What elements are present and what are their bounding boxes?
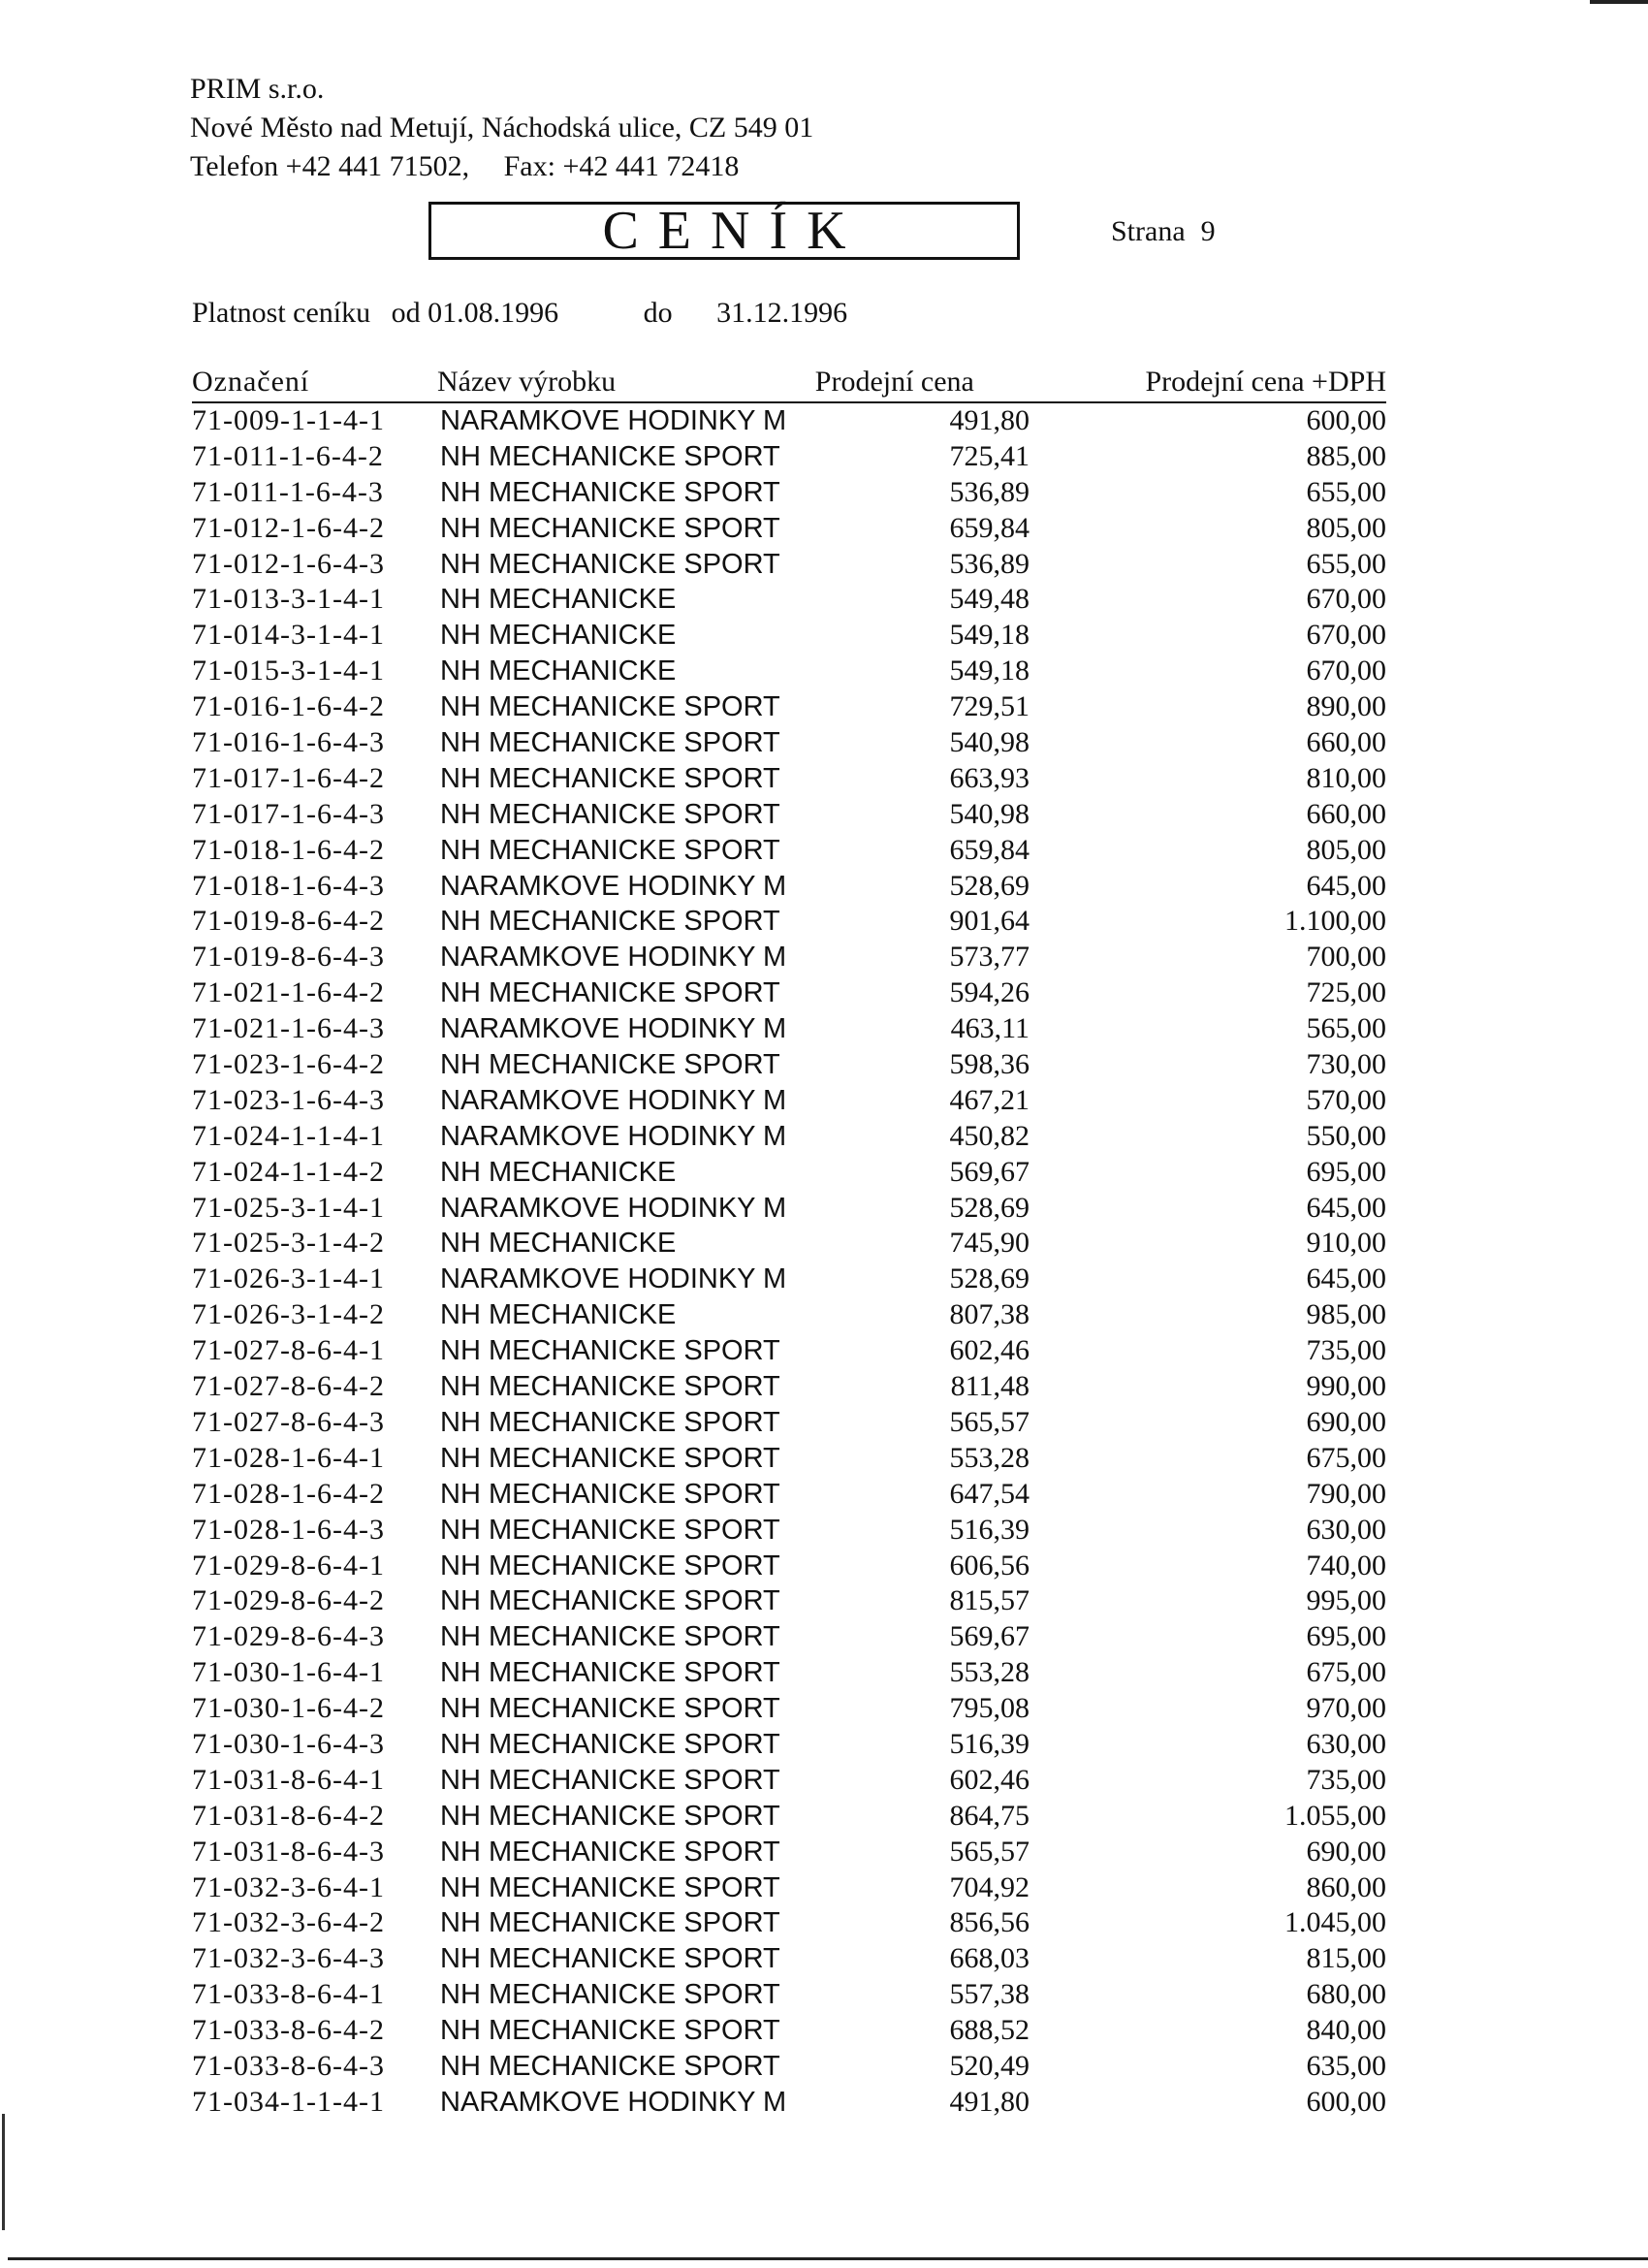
cell-code: 71-028-1-6-4-3 [192,1513,385,1546]
cell-price: 516,39 [949,1727,1030,1760]
cell-code: 71-012-1-6-4-2 [192,511,385,544]
cell-product-name: NH MECHANICKE SPORT [440,1371,780,1403]
cell-code: 71-032-3-6-4-1 [192,1870,385,1903]
table-header [192,363,1386,403]
cell-price: 901,64 [949,905,1030,938]
cell-product-name: NH MECHANICKE SPORT [440,1514,780,1546]
cell-code: 71-030-1-6-4-3 [192,1727,385,1760]
company-header [190,70,813,186]
cell-product-name: NARAMKOVE HODINKY M [440,1263,787,1295]
cell-price: 602,46 [949,1334,1030,1367]
column-header-price-vat: Prodejní cena +DPH [1145,366,1386,398]
cell-code: 71-025-3-1-4-2 [192,1227,385,1260]
table-row [192,1619,1386,1655]
cell-price: 491,80 [949,404,1030,436]
cell-price: 540,98 [949,726,1030,759]
cell-code: 71-011-1-6-4-2 [192,439,384,472]
cell-price: 864,75 [949,1799,1030,1832]
table-row [192,654,1386,689]
cell-price-vat: 550,00 [1306,1119,1386,1152]
cell-price-vat: 600,00 [1306,2085,1386,2118]
cell-price: 598,36 [949,1048,1030,1081]
cell-product-name: NH MECHANICKE SPORT [440,476,780,508]
cell-price: 815,57 [949,1584,1030,1617]
column-header-price: Prodejní cena [814,366,974,398]
page-label: Strana [1111,215,1186,247]
cell-product-name: NH MECHANICKE SPORT [440,512,780,544]
cell-product-name: NH MECHANICKE SPORT [440,1335,780,1367]
table-row [192,1941,1386,1977]
cell-price-vat: 635,00 [1306,2049,1386,2082]
cell-code: 71-012-1-6-4-3 [192,547,385,580]
cell-price: 553,28 [949,1656,1030,1689]
cell-code: 71-013-3-1-4-1 [192,583,385,616]
cell-code: 71-027-8-6-4-3 [192,1405,385,1438]
cell-code: 71-027-8-6-4-2 [192,1370,385,1403]
table-row [192,582,1386,618]
cell-product-name: NARAMKOVE HODINKY M [440,1120,787,1152]
cell-price: 569,67 [949,1620,1030,1653]
table-row [192,511,1386,547]
cell-price: 663,93 [949,761,1030,794]
column-header-product: Název výrobku [437,366,617,398]
cell-price: 536,89 [949,475,1030,508]
table-row [192,1262,1386,1297]
table-row [192,1297,1386,1333]
table-row [192,2013,1386,2049]
table-row [192,1977,1386,2013]
cell-price: 528,69 [949,1262,1030,1295]
cell-price: 704,92 [949,1870,1030,1903]
cell-code: 71-028-1-6-4-2 [192,1477,385,1510]
cell-price-vat: 695,00 [1306,1155,1386,1188]
cell-product-name: NARAMKOVE HODINKY M [440,405,787,436]
cell-price-vat: 805,00 [1306,511,1386,544]
cell-product-name: NH MECHANICKE SPORT [440,1979,780,2011]
cell-price-vat: 735,00 [1306,1334,1386,1367]
cell-price-vat: 630,00 [1306,1513,1386,1546]
cell-price: 856,56 [949,1906,1030,1939]
cell-price-vat: 660,00 [1306,726,1386,759]
cell-product-name: NARAMKOVE HODINKY M [440,2086,787,2118]
cell-product-name: NARAMKOVE HODINKY M [440,1084,787,1116]
cell-code: 71-024-1-1-4-2 [192,1155,385,1188]
cell-price: 491,80 [949,2085,1030,2118]
cell-product-name: NH MECHANICKE SPORT [440,1836,780,1868]
cell-price-vat: 860,00 [1306,1870,1386,1903]
cell-product-name: NH MECHANICKE SPORT [440,2015,780,2047]
cell-product-name: NH MECHANICKE [440,655,677,687]
cell-price: 528,69 [949,869,1030,902]
cell-price: 540,98 [949,797,1030,830]
table-row [192,1119,1386,1155]
cell-price: 659,84 [949,833,1030,866]
cell-code: 71-029-8-6-4-1 [192,1549,385,1581]
table-row [192,689,1386,725]
cell-price: 520,49 [949,2049,1030,2082]
cell-code: 71-032-3-6-4-3 [192,1942,385,1975]
cell-price-vat: 970,00 [1306,1692,1386,1725]
validity-line [192,297,847,330]
cell-code: 71-033-8-6-4-2 [192,2014,385,2047]
cell-product-name: NH MECHANICKE SPORT [440,1406,780,1438]
cell-code: 71-032-3-6-4-2 [192,1906,385,1939]
cell-product-name: NH MECHANICKE SPORT [440,1728,780,1760]
cell-price: 516,39 [949,1513,1030,1546]
cell-product-name: NH MECHANICKE SPORT [440,727,780,759]
table-row [192,1333,1386,1369]
cell-code: 71-028-1-6-4-1 [192,1441,385,1474]
cell-price-vat: 1.055,00 [1284,1799,1386,1832]
cell-price-vat: 735,00 [1306,1763,1386,1796]
cell-product-name: NH MECHANICKE SPORT [440,906,780,938]
cell-product-name: NH MECHANICKE SPORT [440,798,780,830]
cell-price: 668,03 [949,1942,1030,1975]
cell-price-vat: 600,00 [1306,404,1386,436]
cell-product-name: NARAMKOVE HODINKY M [440,870,787,902]
cell-price: 811,48 [950,1370,1030,1403]
cell-price-vat: 695,00 [1306,1620,1386,1653]
cell-price: 467,21 [949,1083,1030,1116]
cell-price-vat: 675,00 [1306,1656,1386,1689]
cell-product-name: NARAMKOVE HODINKY M [440,1192,787,1224]
cell-product-name: NH MECHANICKE SPORT [440,1621,780,1653]
cell-code: 71-030-1-6-4-1 [192,1656,385,1689]
cell-price-vat: 660,00 [1306,797,1386,830]
cell-price: 549,18 [949,619,1030,652]
cell-code: 71-034-1-1-4-1 [192,2085,385,2118]
table-row [192,1905,1386,1941]
column-header-code: Označení [192,366,310,398]
document-title: CENÍK [602,201,866,261]
cell-price-vat: 1.100,00 [1284,905,1386,938]
table-row [192,1691,1386,1727]
cell-price: 807,38 [949,1298,1030,1331]
cell-code: 71-025-3-1-4-1 [192,1191,385,1224]
cell-price: 688,52 [949,2014,1030,2047]
cell-code: 71-011-1-6-4-3 [192,475,384,508]
cell-price-vat: 670,00 [1306,619,1386,652]
cell-code: 71-033-8-6-4-1 [192,1978,385,2011]
cell-code: 71-033-8-6-4-3 [192,2049,385,2082]
table-row [192,725,1386,761]
cell-code: 71-017-1-6-4-3 [192,797,385,830]
cell-price-vat: 730,00 [1306,1048,1386,1081]
cell-price-vat: 645,00 [1306,1262,1386,1295]
table-row [192,1727,1386,1763]
table-row [192,869,1386,905]
cell-product-name: NH MECHANICKE SPORT [440,1871,780,1903]
cell-price: 528,69 [949,1191,1030,1224]
cell-code: 71-024-1-1-4-1 [192,1119,385,1152]
cell-code: 71-021-1-6-4-2 [192,976,385,1009]
cell-code: 71-023-1-6-4-2 [192,1048,385,1081]
table-row [192,1441,1386,1477]
cell-price-vat: 740,00 [1306,1549,1386,1581]
cell-code: 71-015-3-1-4-1 [192,655,385,687]
cell-product-name: NH MECHANICKE [440,1299,677,1331]
cell-code: 71-019-8-6-4-2 [192,905,385,938]
cell-price-vat: 645,00 [1306,1191,1386,1224]
cell-price-vat: 805,00 [1306,833,1386,866]
cell-price-vat: 690,00 [1306,1835,1386,1868]
cell-price-vat: 890,00 [1306,690,1386,723]
validity-from-label: od [391,297,421,329]
cell-code: 71-019-8-6-4-3 [192,941,385,974]
validity-from-date: 01.08.1996 [428,297,559,329]
cell-price-vat: 815,00 [1306,1942,1386,1975]
cell-product-name: NH MECHANICKE SPORT [440,1800,780,1832]
cell-price: 647,54 [949,1477,1030,1510]
table-row [192,2049,1386,2085]
table-row [192,975,1386,1011]
cell-price-vat: 630,00 [1306,1727,1386,1760]
table-row [192,1011,1386,1047]
cell-code: 71-026-3-1-4-2 [192,1298,385,1331]
cell-price-vat: 995,00 [1306,1584,1386,1617]
price-table [192,363,1386,2121]
table-row [192,618,1386,654]
table-row [192,1155,1386,1191]
company-contact [190,147,813,186]
cell-price-vat: 645,00 [1306,869,1386,902]
fax-number: Fax: +42 441 72418 [503,150,740,182]
cell-price: 557,38 [949,1978,1030,2011]
table-row [192,547,1386,583]
cell-product-name: NH MECHANICKE SPORT [440,1693,780,1725]
cell-product-name: NH MECHANICKE SPORT [440,834,780,866]
cell-price: 565,57 [949,1835,1030,1868]
cell-product-name: NH MECHANICKE SPORT [440,1943,780,1975]
cell-product-name: NH MECHANICKE SPORT [440,762,780,794]
title-box [428,202,1020,260]
phone-number: Telefon +42 441 71502, [190,150,470,182]
cell-price-vat: 675,00 [1306,1441,1386,1474]
cell-price-vat: 690,00 [1306,1405,1386,1438]
table-row [192,1513,1386,1549]
validity-to-date: 31.12.1996 [716,297,848,329]
cell-price: 549,18 [949,655,1030,687]
company-address: Nové Město nad Metují, Náchodská ulice, CZ 549 01 [190,112,814,144]
table-row [192,1870,1386,1906]
cell-price-vat: 810,00 [1306,761,1386,794]
cell-code: 71-021-1-6-4-3 [192,1012,385,1045]
validity-to-label: do [643,297,673,329]
cell-price: 594,26 [949,976,1030,1009]
cell-code: 71-016-1-6-4-3 [192,726,385,759]
table-row [192,1369,1386,1405]
table-row [192,1763,1386,1799]
table-row [192,403,1386,439]
cell-product-name: NH MECHANICKE SPORT [440,977,780,1009]
table-row [192,1191,1386,1227]
cell-price-vat: 990,00 [1306,1370,1386,1403]
cell-price-vat: 985,00 [1306,1298,1386,1331]
table-row [192,904,1386,940]
cell-price: 463,11 [950,1012,1030,1045]
table-row [192,439,1386,475]
cell-price: 565,57 [949,1405,1030,1438]
cell-price: 602,46 [949,1763,1030,1796]
cell-code: 71-029-8-6-4-2 [192,1584,385,1617]
cell-price-vat: 570,00 [1306,1083,1386,1116]
cell-price: 553,28 [949,1441,1030,1474]
cell-code: 71-027-8-6-4-1 [192,1334,385,1367]
table-row [192,1226,1386,1262]
cell-price-vat: 790,00 [1306,1477,1386,1510]
cell-product-name: NH MECHANICKE SPORT [440,1764,780,1796]
cell-price-vat: 680,00 [1306,1978,1386,2011]
cell-product-name: NARAMKOVE HODINKY M [440,942,787,974]
cell-product-name: NH MECHANICKE SPORT [440,1657,780,1689]
page-number: 9 [1200,215,1216,247]
cell-product-name: NH MECHANICKE SPORT [440,1549,780,1581]
table-body [192,403,1386,2121]
cell-price-vat: 655,00 [1306,475,1386,508]
cell-price-vat: 885,00 [1306,439,1386,472]
table-row [192,1799,1386,1835]
cell-price: 659,84 [949,511,1030,544]
cell-code: 71-031-8-6-4-2 [192,1799,385,1832]
table-row [192,1405,1386,1441]
cell-code: 71-030-1-6-4-2 [192,1692,385,1725]
cell-code: 71-023-1-6-4-3 [192,1083,385,1116]
cell-price: 573,77 [949,941,1030,974]
validity-label: Platnost ceníku [192,297,371,329]
cell-price: 450,82 [949,1119,1030,1152]
cell-code: 71-031-8-6-4-3 [192,1835,385,1868]
cell-price: 606,56 [949,1549,1030,1581]
table-row [192,1655,1386,1691]
cell-code: 71-009-1-1-4-1 [192,404,385,436]
cell-code: 71-031-8-6-4-1 [192,1763,385,1796]
cell-product-name: NH MECHANICKE SPORT [440,1907,780,1939]
cell-product-name: NH MECHANICKE [440,1156,677,1188]
scan-edge-mark [1590,0,1648,4]
cell-price-vat: 655,00 [1306,547,1386,580]
cell-code: 71-029-8-6-4-3 [192,1620,385,1653]
cell-price-vat: 1.045,00 [1284,1906,1386,1939]
cell-product-name: NH MECHANICKE SPORT [440,440,780,472]
cell-code: 71-014-3-1-4-1 [192,619,385,652]
cell-price: 536,89 [949,547,1030,580]
table-row [192,1083,1386,1119]
cell-product-name: NH MECHANICKE [440,620,677,652]
cell-product-name: NH MECHANICKE [440,584,677,616]
cell-code: 71-026-3-1-4-1 [192,1262,385,1295]
cell-code: 71-017-1-6-4-2 [192,761,385,794]
cell-code: 71-018-1-6-4-3 [192,869,385,902]
table-row [192,940,1386,975]
page-indicator [1111,215,1216,248]
cell-price-vat: 910,00 [1306,1227,1386,1260]
page-bottom-rule [8,2257,1648,2260]
table-row [192,1549,1386,1584]
table-row [192,1477,1386,1513]
cell-price-vat: 670,00 [1306,655,1386,687]
cell-product-name: NH MECHANICKE SPORT [440,1049,780,1081]
cell-price: 795,08 [949,1692,1030,1725]
cell-code: 71-016-1-6-4-2 [192,690,385,723]
table-row [192,2085,1386,2121]
table-row [192,1835,1386,1870]
cell-product-name: NH MECHANICKE SPORT [440,548,780,580]
cell-price: 549,48 [949,583,1030,616]
cell-price-vat: 670,00 [1306,583,1386,616]
cell-product-name: NH MECHANICKE [440,1228,677,1260]
table-row [192,475,1386,511]
cell-price-vat: 725,00 [1306,976,1386,1009]
cell-price-vat: 565,00 [1306,1012,1386,1045]
cell-product-name: NARAMKOVE HODINKY M [440,1013,787,1045]
table-row [192,833,1386,869]
table-row [192,761,1386,797]
cell-price: 729,51 [949,690,1030,723]
cell-price-vat: 700,00 [1306,941,1386,974]
cell-price-vat: 840,00 [1306,2014,1386,2047]
cell-product-name: NH MECHANICKE SPORT [440,1478,780,1510]
cell-price: 745,90 [949,1227,1030,1260]
cell-product-name: NH MECHANICKE SPORT [440,1442,780,1474]
cell-code: 71-018-1-6-4-2 [192,833,385,866]
cell-product-name: NH MECHANICKE SPORT [440,1585,780,1617]
company-name: PRIM s.r.o. [190,73,325,105]
table-row [192,1047,1386,1083]
cell-product-name: NH MECHANICKE SPORT [440,2050,780,2082]
table-row [192,797,1386,833]
cell-price: 569,67 [949,1155,1030,1188]
table-row [192,1583,1386,1619]
cell-price: 725,41 [949,439,1030,472]
scan-edge-mark [2,2114,5,2230]
cell-product-name: NH MECHANICKE SPORT [440,691,780,723]
